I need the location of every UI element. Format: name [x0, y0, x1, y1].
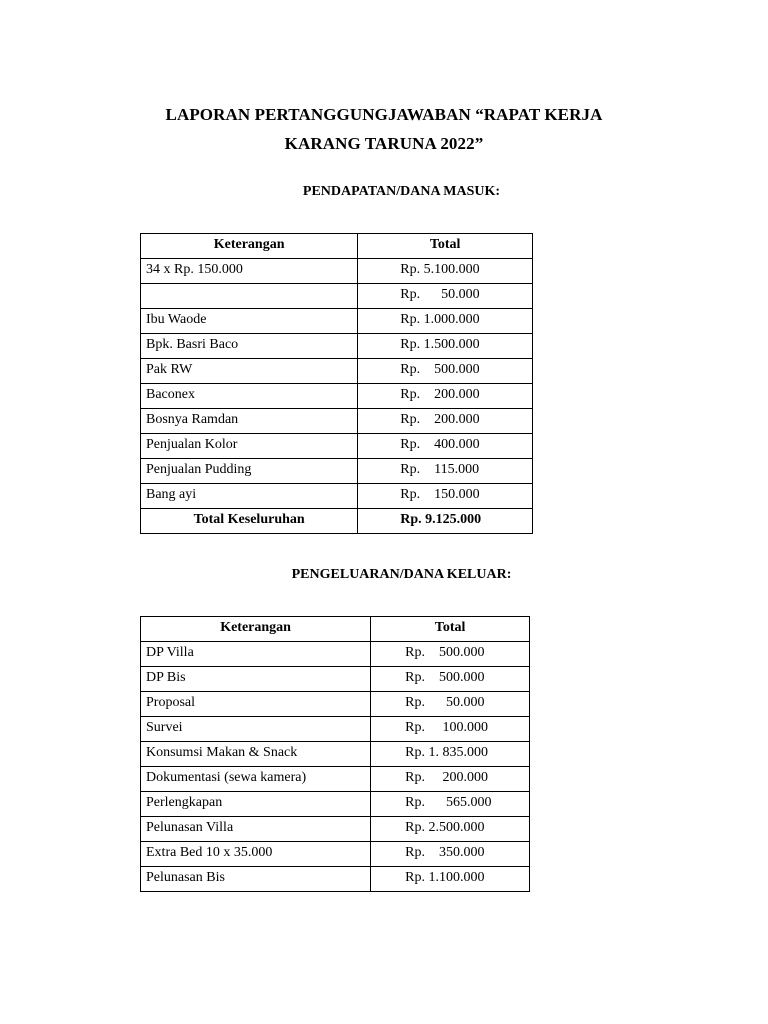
income-row [141, 434, 533, 459]
expense-heading: PENGELUARAN/DANA KELUAR: [291, 567, 512, 582]
income-row [141, 409, 533, 434]
income-total-label: Total Keseluruhan [141, 509, 358, 534]
income-amount: Rp. 115.000 [358, 459, 533, 484]
income-row [141, 259, 533, 284]
expense-desc: DP Villa [141, 642, 371, 667]
income-desc: Ibu Waode [141, 309, 358, 334]
income-heading: PENDAPATAN/DANA MASUK: [302, 184, 501, 199]
income-row [141, 459, 533, 484]
income-amount: Rp. 50.000 [358, 284, 533, 309]
income-amount: Rp. 500.000 [358, 359, 533, 384]
income-amount: Rp. 200.000 [358, 384, 533, 409]
expense-amount: Rp. 565.000 [371, 792, 530, 817]
expense-col-desc: Keterangan [141, 617, 371, 642]
income-table [140, 233, 533, 534]
expense-row [141, 792, 530, 817]
expense-table [140, 616, 530, 892]
income-desc [141, 284, 358, 309]
expense-amount: Rp. 100.000 [371, 717, 530, 742]
expense-row [141, 717, 530, 742]
income-amount: Rp. 400.000 [358, 434, 533, 459]
income-row [141, 384, 533, 409]
expense-row [141, 767, 530, 792]
expense-row [141, 842, 530, 867]
income-desc: Penjualan Pudding [141, 459, 358, 484]
expense-row [141, 817, 530, 842]
expense-row [141, 742, 530, 767]
income-row [141, 484, 533, 509]
expense-amount: Rp. 50.000 [371, 692, 530, 717]
expense-amount: Rp. 200.000 [371, 767, 530, 792]
expense-desc: Konsumsi Makan & Snack [141, 742, 371, 767]
income-header-row [141, 234, 533, 259]
expense-desc: DP Bis [141, 667, 371, 692]
expense-desc: Perlengkapan [141, 792, 371, 817]
expense-amount: Rp. 2.500.000 [371, 817, 530, 842]
income-total-row [141, 509, 533, 534]
report-title-line-1: LAPORAN PERTANGGUNGJAWABAN “RAPAT KERJA [165, 105, 603, 124]
expense-col-total: Total [371, 617, 530, 642]
expense-row [141, 867, 530, 892]
income-amount: Rp. 5.100.000 [358, 259, 533, 284]
income-amount: Rp. 1.000.000 [358, 309, 533, 334]
expense-row [141, 667, 530, 692]
expense-desc: Extra Bed 10 x 35.000 [141, 842, 371, 867]
income-desc: Bpk. Basri Baco [141, 334, 358, 359]
income-row [141, 334, 533, 359]
income-total-amount: Rp. 9.125.000 [358, 509, 533, 534]
income-desc: Pak RW [141, 359, 358, 384]
expense-desc: Dokumentasi (sewa kamera) [141, 767, 371, 792]
expense-row [141, 642, 530, 667]
expense-amount: Rp. 1.100.000 [371, 867, 530, 892]
expense-row [141, 692, 530, 717]
expense-desc: Pelunasan Bis [141, 867, 371, 892]
income-col-total: Total [358, 234, 533, 259]
expense-amount: Rp. 350.000 [371, 842, 530, 867]
expense-amount: Rp. 500.000 [371, 642, 530, 667]
income-amount: Rp. 150.000 [358, 484, 533, 509]
expense-amount: Rp. 500.000 [371, 667, 530, 692]
expense-desc: Survei [141, 717, 371, 742]
report-title-line-2: KARANG TARUNA 2022” [284, 134, 484, 153]
income-desc: Baconex [141, 384, 358, 409]
income-desc: Penjualan Kolor [141, 434, 358, 459]
income-amount: Rp. 1.500.000 [358, 334, 533, 359]
income-row [141, 359, 533, 384]
income-desc: 34 x Rp. 150.000 [141, 259, 358, 284]
income-desc: Bang ayi [141, 484, 358, 509]
income-row [141, 309, 533, 334]
income-row [141, 284, 533, 309]
income-amount: Rp. 200.000 [358, 409, 533, 434]
income-col-desc: Keterangan [141, 234, 358, 259]
expense-amount: Rp. 1. 835.000 [371, 742, 530, 767]
expense-header-row [141, 617, 530, 642]
income-desc: Bosnya Ramdan [141, 409, 358, 434]
expense-desc: Pelunasan Villa [141, 817, 371, 842]
expense-desc: Proposal [141, 692, 371, 717]
